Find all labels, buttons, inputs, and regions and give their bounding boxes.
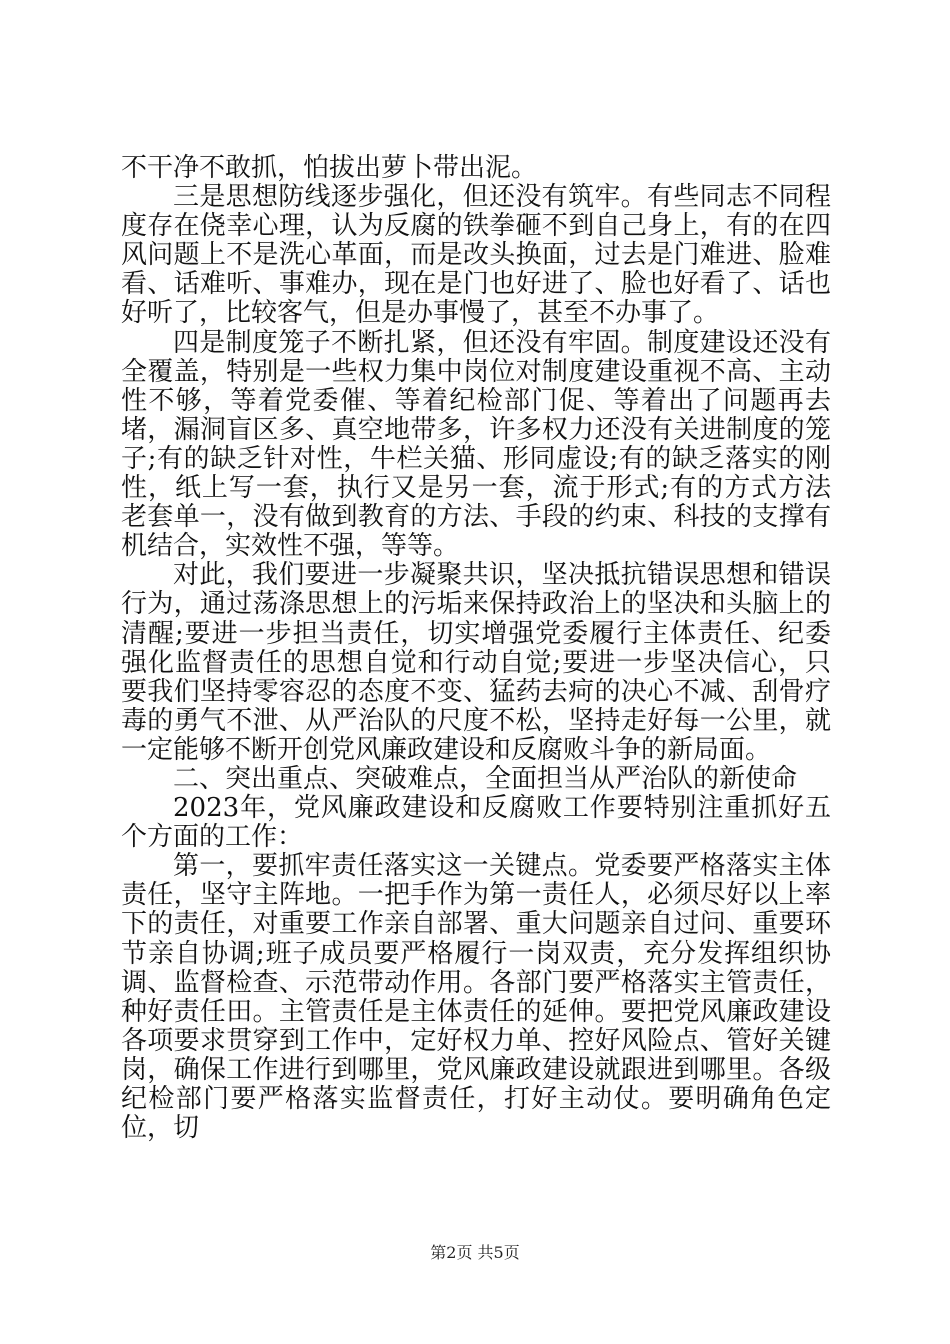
page-footer: 第2页 共5页: [430, 1243, 520, 1262]
paragraph-1: 不干净不敢抓，怕拔出萝卜带出泥。: [121, 153, 538, 183]
paragraph-7: 第一，要抓牢责任落实这一关键点。党委要严格落实主体责任，坚守主阵地。一把手作为第一责任人，必须尽好以上率下的责任，对重要工作亲自部署、重大问题亲自过问、重要环节亲自协调;班子成员要严格履行一岗双责，充分发挥组织协调、监督检查、示范带动作用。各部门要严格落实主管责任，种好责任田。主管责任是主体责任的延伸。要把党风廉政建设各项要求贯穿到工作中，定好权力单、控好风险点、管好关键岗，确保工作进行到哪里，党风廉政建设就跟进到哪里。各级纪检部门要严格落实监督责任，打好主动仗。要明确角色定位，切: [121, 851, 831, 1144]
paragraph-2: 三是思想防线逐步强化，但还没有筑牢。有些同志不同程度存在侥幸心理，认为反腐的铁拳砸不到自己身上，有的在四风问题上不是洗心革面，而是改头换面，过去是门难进、脸难看、话难听、事难办，现在是门也好进了、脸也好看了、话也好听了，比较客气，但是办事慢了，甚至不办事了。: [121, 182, 831, 329]
paragraph-6: 2023年，党风廉政建设和反腐败工作要特别注重抓好五个方面的工作：: [121, 793, 831, 853]
document-body: [121, 154, 831, 1143]
paragraph-3: 四是制度笼子不断扎紧，但还没有牢固。制度建设还没有全覆盖，特别是一些权力集中岗位对制度建设重视不高、主动性不够，等着党委催、等着纪检部门促、等着出了问题再去堵，漏洞盲区多、真空地带多，许多权力还没有关进制度的笼子;有的缺乏针对性，牛栏关猫、形同虚设;有的缺乏落实的刚性，纸上写一套，执行又是另一套，流于形式;有的方式方法老套单一，没有做到教育的方法、手段的约束、科技的支撑有机结合，实效性不强，等等。: [121, 327, 831, 562]
section-heading: 二、突出重点、突破难点，全面担当从严治队的新使命: [173, 763, 798, 794]
paragraph-4: 对此，我们要进一步凝聚共识，坚决抵抗错误思想和错误行为，通过荡涤思想上的污垢来保持政治上的坚决和头脑上的清醒;要进一步担当责任，切实增强党委履行主体责任、纪委强化监督责任的思想自觉和行动自觉;要进一步坚决信心，只要我们坚持零容忍的态度不变、猛药去疴的决心不减、刮骨疗毒的勇气不泄、从严治队的尺度不松，坚持走好每一公里，就一定能够不断开创党风廉政建设和反腐败斗争的新局面。: [121, 560, 831, 765]
